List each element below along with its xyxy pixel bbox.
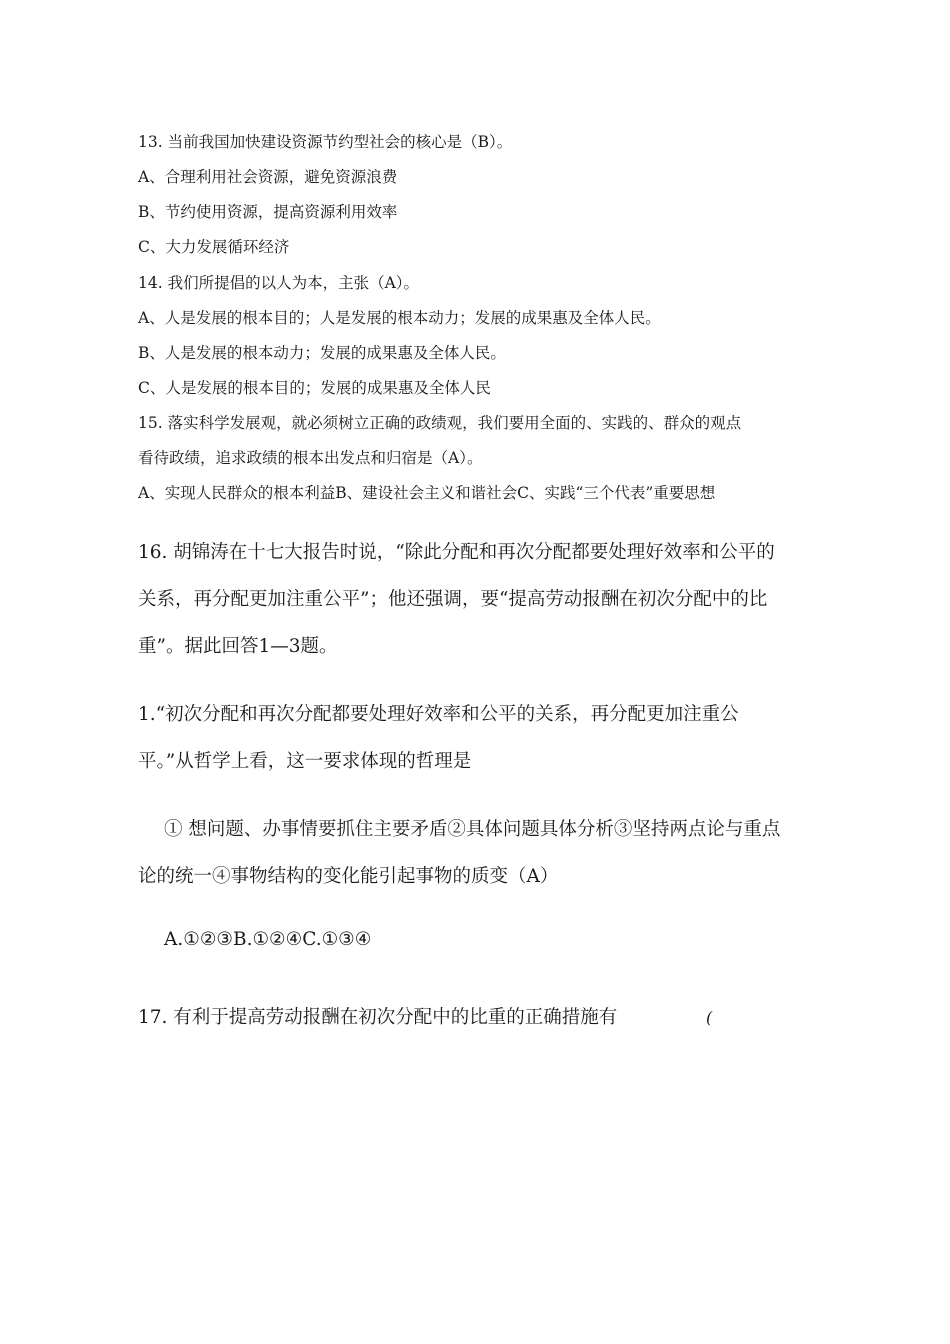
- q14-option-c: C、人是发展的根本目的；发展的成果惠及全体人民: [138, 379, 491, 397]
- sub1-stem-line2: 平。”从哲学上看，这一要求体现的哲理是: [138, 751, 472, 772]
- q13-option-c: C、大力发展循环经济: [138, 238, 290, 256]
- q15-options: A、实现人民群众的根本利益B、建设社会主义和谐社会C、实践“三个代表”重要思想: [138, 484, 716, 502]
- q15-stem-line2: 看待政绩，追求政绩的根本出发点和归宿是（A）。: [138, 449, 483, 467]
- q13-option-a: A、合理利用社会资源，避免资源浪费: [138, 168, 398, 186]
- q14-option-a: A、人是发展的根本目的；人是发展的根本动力；发展的成果惠及全体人民。: [138, 309, 661, 327]
- q16-line2: 关系，再分配更加注重公平”；他还强调，要“提高劳动报酬在初次分配中的比: [138, 589, 768, 610]
- q17-stem: 17. 有利于提高劳动报酬在初次分配中的比重的正确措施有: [138, 1007, 618, 1028]
- q14-option-b: B、人是发展的根本动力；发展的成果惠及全体人民。: [138, 344, 506, 362]
- sub1-statements-line1: ① 想问题、办事情要抓住主要矛盾②具体问题具体分析③坚持两点论与重点: [164, 819, 781, 840]
- sub1-stem-line1: 1.“初次分配和再次分配都要处理好效率和公平的关系，再分配更加注重公: [138, 704, 739, 725]
- sub1-statements-line2: 论的统一④事物结构的变化能引起事物的质变（A）: [138, 866, 559, 887]
- q17-answer-paren: (: [706, 1008, 713, 1027]
- q13-stem: 13. 当前我国加快建设资源节约型社会的核心是（B）。: [138, 133, 513, 151]
- q13-option-b: B、节约使用资源，提高资源利用效率: [138, 203, 398, 221]
- q16-line1: 16. 胡锦涛在十七大报告时说，“除此分配和再次分配都要处理好效率和公平的: [138, 542, 775, 563]
- q16-line3: 重”。据此回答1—3题。: [138, 636, 338, 657]
- q14-stem: 14. 我们所提倡的以人为本，主张（A）。: [138, 274, 420, 292]
- q15-stem-line1: 15. 落实科学发展观，就必须树立正确的政绩观，我们要用全面的、实践的、群众的观点: [138, 414, 742, 432]
- sub1-choices: A.①②③B.①②④C.①③④: [164, 929, 372, 950]
